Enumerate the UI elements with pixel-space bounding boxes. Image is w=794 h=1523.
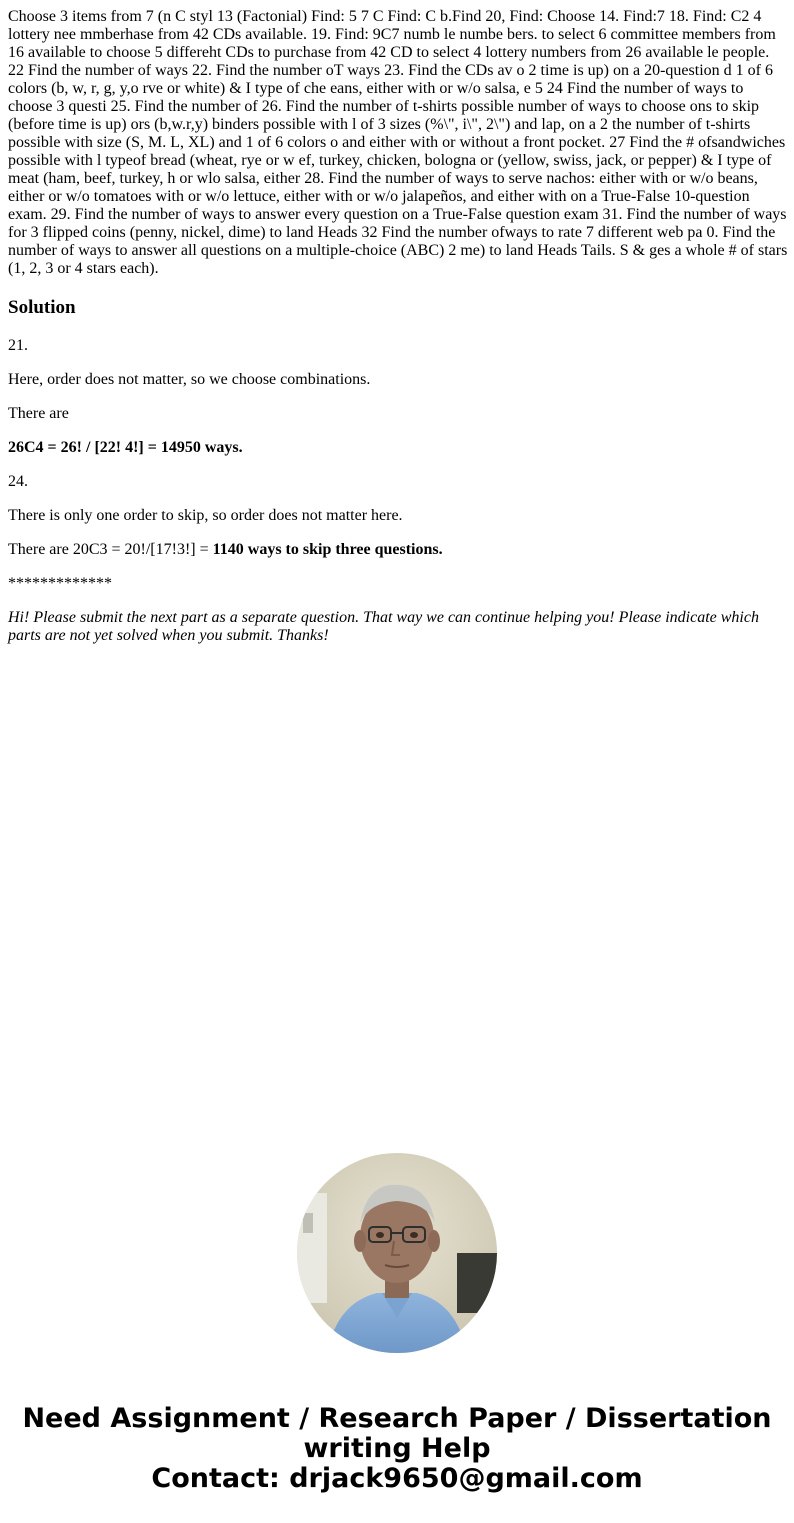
answer-24-result: 1140 ways to skip three questions. — [212, 541, 443, 558]
separator: ************* — [8, 575, 112, 592]
answer-24-prefix: There are 20C3 = 20!/[17!3!] = — [8, 541, 213, 558]
answer-21-explanation: Here, order does not matter, so we choose combinations. — [8, 371, 371, 388]
answer-21-there-are: There are — [8, 405, 69, 422]
closing-note: Hi! Please submit the next part as a separate question. That way we can continue helping you! Please indicate which parts are not yet solved when you submit. Thanks! — [8, 609, 759, 644]
answer-24-line — [8, 541, 788, 559]
banner-contact-email: Contact: drjack9650@gmail.com — [151, 1463, 643, 1494]
banner-line-2: writing Help — [303, 1433, 491, 1464]
answer-21-result: 26C4 = 26! / [22! 4!] = 14950 ways. — [8, 439, 243, 456]
answer-21-number: 21. — [8, 337, 28, 354]
tutor-avatar-photo — [297, 1153, 497, 1353]
question-text: Choose 3 items from 7 (n C styl 13 (Factonial) Find: 5 7 C Find: C b.Find 20, Find: Choose 14. Find:7 18. Find: C2 4 lottery nee mmberhase from 42 CDs available. 19. Find: 9C7 numb le numbe bers. to select 6 committee members from 16 available to choose 5 differeht CDs to purchase from 42 CD to select 4 lottery numbers from 26 available le people. 22 Find the number of ways 22. Find the number oT ways 23. Find the CDs av o 2 time is up) on a 20-question d 1 of 6 colors (b, w, r, g, y,o rve or white) & I type of che eans, either with or w/o salsa, e 5 24 Find the number of ways to choose 3 questi 25. Find the number of 26. Find the number of t-shirts possible number of ways to choose ons to skip (before time is up) ors (b,w.r,y) binders possible with l of 3 sizes (%\", i\", 2\") and lap, on a 2 the number of t-shirts possible with size (S, M. L, XL) and 1 of 6 colors o and either with or without a front pocket. 27 Find the # ofsandwiches possible with l typeof bread (wheat, rye or w ef, turkey, chicken, bologna or (yellow, swiss, jack, or pepper) & I type of meat (ham, beef, turkey, h or wlo salsa, either 28. Find the number of ways to serve nachos: either with or w/o beans, either or w/o tomatoes with or w/o lettuce, either with or w/o jalapeños, and either with on a True-False 10-question exam. 29. Find the number of ways to answer every question on a True-False question exam 31. Find the number of ways for 3 flipped coins (penny, nickel, dime) to land Heads 32 Find the number ofways to rate 7 different web pa 0. Find the number of ways to answer all questions on a multiple-choice (ABC) 2 me) to land Heads Tails. S & ges a whole # of stars (1, 2, 3 or 4 stars each). — [8, 8, 788, 277]
main-content — [8, 8, 788, 661]
answer-24-number: 24. — [8, 473, 28, 490]
solution-heading: Solution — [8, 297, 76, 318]
answer-24-explanation: There is only one order to skip, so order does not matter here. — [8, 507, 403, 524]
contact-banner — [0, 1404, 794, 1494]
banner-line-1: Need Assignment / Research Paper / Dissertation — [22, 1403, 772, 1434]
